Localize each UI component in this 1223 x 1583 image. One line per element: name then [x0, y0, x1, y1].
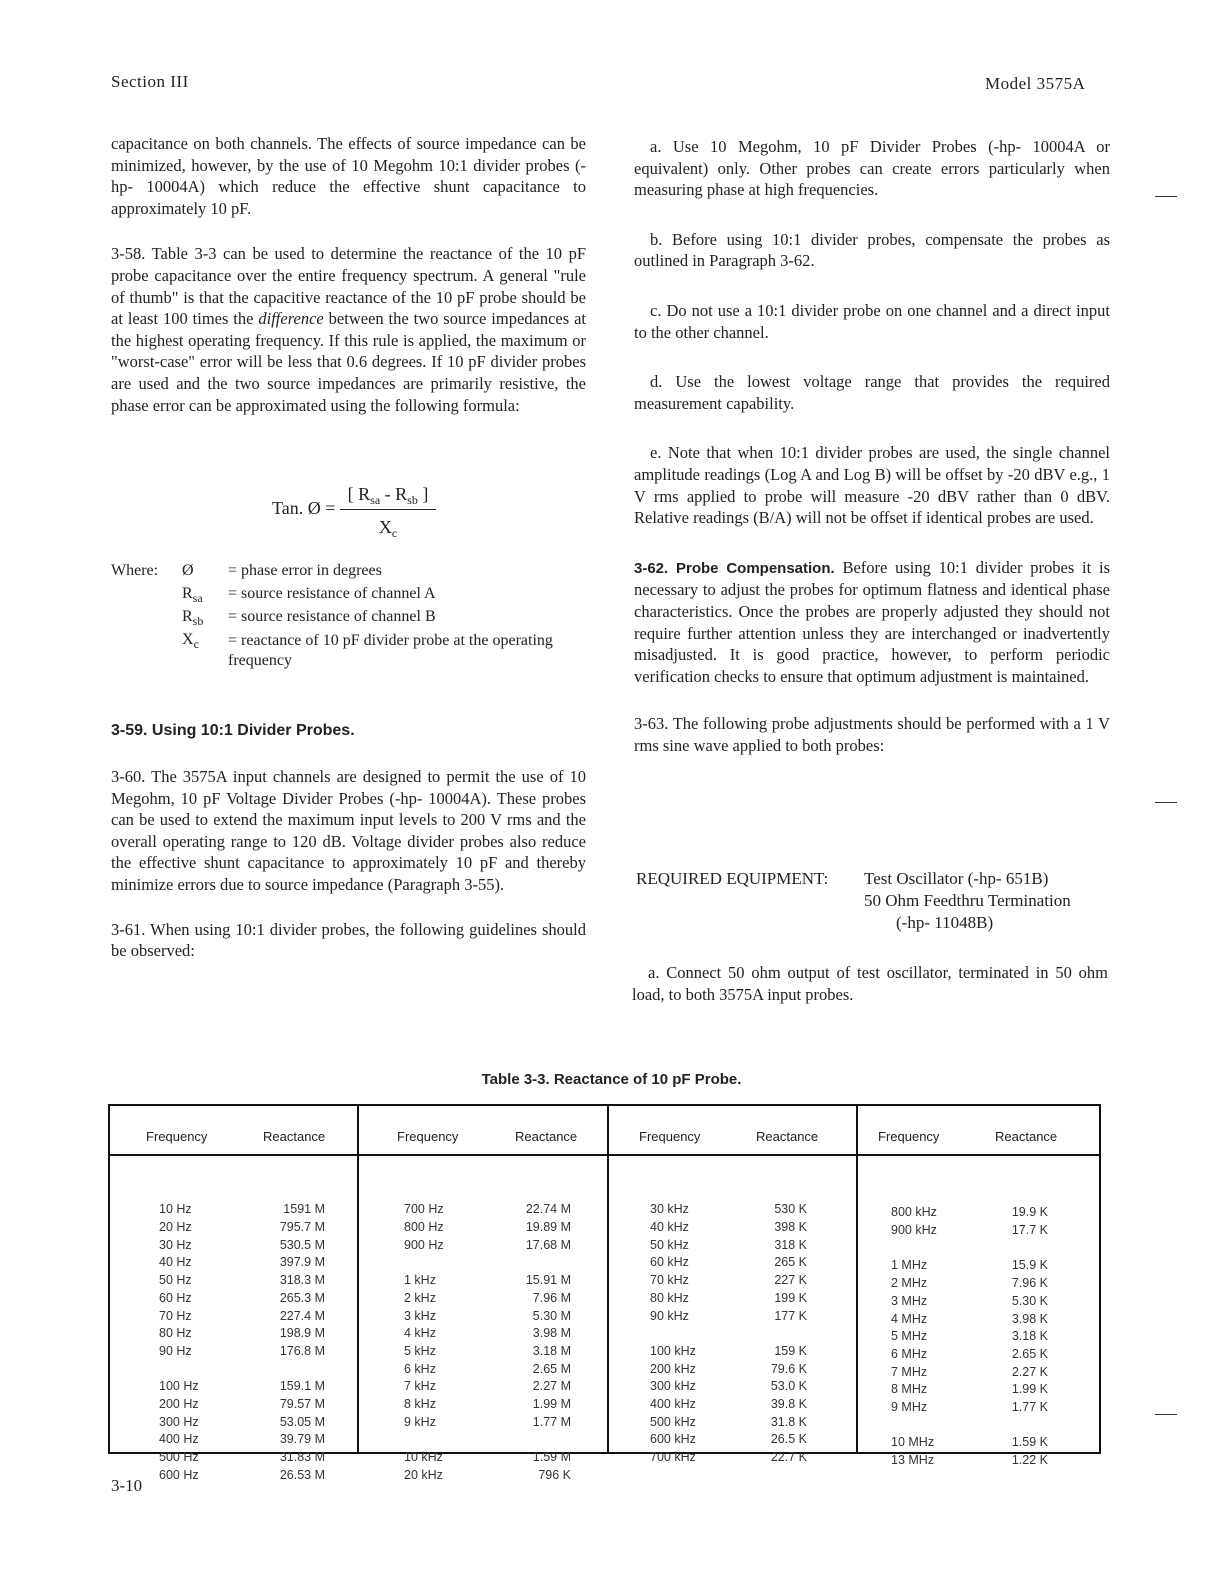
table-cell: 5.30 K — [1011, 1293, 1048, 1308]
table-cell: 3 MHz — [891, 1293, 928, 1308]
table-cell: 30 Hz — [159, 1237, 192, 1252]
table-cell: 79.6 K — [770, 1361, 807, 1376]
where-definition: = source resistance of channel B — [228, 608, 436, 625]
paragraph-3-62-body: Before using 10:1 divider probes it is necessary to adjust the probes for optimum flatness and identical phase characteristics. Once the probes are properly adjusted they should not require further attention unless they are interchanged or inadvertently misadjusted. It is good practice, however, to perform periodic verification checks to ensure that optimum adjustment is maintained. — [634, 557, 1111, 686]
margin-mark — [1155, 196, 1177, 197]
table-cell: 80 Hz — [159, 1326, 192, 1341]
table-cell: 17.68 M — [525, 1237, 571, 1252]
table-cell: 1 MHz — [891, 1258, 928, 1273]
table-cell — [404, 1254, 444, 1272]
table-cell — [891, 1417, 937, 1435]
frequency-column — [159, 1166, 199, 1520]
margin-mark — [1155, 802, 1177, 803]
table-cell: 397.9 M — [279, 1255, 325, 1270]
table-cell: 700 Hz — [404, 1202, 444, 1217]
table-cell: 1.77 K — [1011, 1399, 1048, 1414]
guideline-a: a. Use 10 Megohm, 10 pF Divider Probes (-hp- 10004A or equivalent) only. Other probes can create errors particularly when measuring phase at high frequencies. — [634, 137, 1110, 200]
required-equipment-item: (-hp- 11048B) — [896, 913, 994, 932]
table-cell: 199 K — [774, 1290, 807, 1305]
paragraph-3-58-part2: between the two source impedances at the highest operating frequency. If this rule is applied, the maximum or "worst-case" error will be less that 0.6 degrees. If 10 pF divider probes are used and the two source impedances are primarily resistive, the phase error can be approximated using the following formula: — [111, 309, 586, 415]
paragraph-3-58-emphasis: difference — [258, 309, 324, 329]
where-symbol: $R_{sa}$ — [182, 585, 203, 605]
table-cell: 3 kHz — [404, 1308, 436, 1323]
table-cell: 17.7 K — [1011, 1223, 1048, 1238]
table-cell — [159, 1361, 199, 1379]
guideline-e: e. Note that when 10:1 divider probes are used, the single channel amplitude readings (Log A and Log B) will be offset by -20 dBV e.g., 1 V rms applied to probe will measure -20 dBV rather than 0 dBV. Relative readings (B/A) will not be offset if identical probes are used. — [634, 443, 1110, 528]
table-cell: 400 Hz — [159, 1432, 199, 1447]
header-reactance: Reactance — [756, 1129, 819, 1144]
formula-denominator — [340, 517, 436, 541]
table-cell: 200 kHz — [650, 1361, 696, 1376]
table-cell: 7.96 K — [1011, 1276, 1048, 1291]
table-cell: 159 K — [774, 1343, 807, 1358]
table-cell: 1 kHz — [404, 1273, 436, 1288]
table-cell: 500 Hz — [159, 1450, 199, 1465]
table-cell: 3.18 M — [532, 1343, 571, 1358]
left-column-lower — [111, 766, 586, 986]
header-reactance: Reactance — [995, 1129, 1058, 1144]
table-cell: 4 kHz — [404, 1326, 436, 1341]
page-number: 3-10 — [111, 1476, 143, 1495]
table-cell: 3.98 K — [1011, 1311, 1048, 1326]
table-cell: 318 K — [774, 1237, 807, 1252]
table-header — [110, 1106, 357, 1156]
table-cell: 2.27 K — [1011, 1364, 1048, 1379]
formula-num-mid: - R — [380, 484, 408, 504]
table-cell — [404, 1431, 444, 1449]
table-cell: 900 kHz — [891, 1223, 937, 1238]
header-frequency: Frequency — [878, 1129, 940, 1144]
table-cell: 19.9 K — [1011, 1205, 1048, 1220]
table-cell: 40 Hz — [159, 1255, 192, 1270]
reactance-column — [255, 1166, 325, 1520]
table-cell: 530 K — [774, 1202, 807, 1217]
table-group — [110, 1106, 359, 1482]
table-header — [359, 1106, 607, 1156]
where-definition: = reactance of 10 pF divider probe at the operating frequency — [228, 632, 553, 669]
table-cell: 300 kHz — [650, 1379, 696, 1394]
table-cell: 8 kHz — [404, 1396, 436, 1411]
where-definition: = source resistance of channel A — [228, 585, 436, 602]
table-cell: 50 kHz — [650, 1237, 689, 1252]
table-cell: 15.9 K — [1011, 1258, 1048, 1273]
table-cell: 7 MHz — [891, 1364, 928, 1379]
table-cell — [1000, 1417, 1048, 1435]
paragraph-3-62-heading: 3-62. Probe Compensation. — [634, 559, 835, 577]
model-label: Model 3575A — [985, 74, 1086, 93]
table-cell: 176.8 M — [279, 1343, 325, 1358]
table-cell: 19.89 M — [525, 1220, 571, 1235]
table-cell: 1.99 M — [532, 1396, 571, 1411]
table-cell: 3.18 K — [1011, 1329, 1048, 1344]
required-equipment-item: Test Oscillator (-hp- 651B) — [864, 869, 1049, 888]
table-cell: 5 kHz — [404, 1343, 436, 1358]
guideline-b: b. Before using 10:1 divider probes, compensate the probes as outlined in Paragraph 3-62. — [634, 229, 1110, 271]
table-cell: 265 K — [774, 1255, 807, 1270]
table-cell: 53.0 K — [770, 1379, 807, 1394]
table-cell: 200 Hz — [159, 1396, 199, 1411]
table-cell: 4 MHz — [891, 1311, 928, 1326]
table-cell: 2 MHz — [891, 1276, 928, 1291]
table-cell: 1591 M — [283, 1202, 325, 1217]
table-group — [858, 1106, 1099, 1468]
table-cell: 90 kHz — [650, 1308, 689, 1323]
table-cell: 22.7 K — [770, 1450, 807, 1465]
formula-den-sub: c — [391, 526, 398, 540]
formula-num-open: [ R — [347, 484, 371, 504]
table-cell: 1.59 K — [1011, 1435, 1048, 1450]
table-cell: 70 Hz — [159, 1308, 192, 1323]
table-cell: 227.4 M — [279, 1308, 325, 1323]
intro-paragraph: capacitance on both channels. The effects of source impedance can be minimized, however, by the use of 10 Megohm 10:1 divider probes (-hp- 10004A) which reduce the effective shunt capacitance to approximately 10 pF. — [111, 134, 586, 218]
table-cell — [1000, 1240, 1048, 1258]
table-cell: 22.74 M — [525, 1202, 571, 1217]
table-cell: 6 MHz — [891, 1346, 928, 1361]
table-cell — [650, 1325, 696, 1343]
table-cell: 2.27 M — [532, 1379, 571, 1394]
table-cell: 40 kHz — [650, 1220, 689, 1235]
table-group — [609, 1106, 858, 1465]
table-cell: 6 kHz — [404, 1361, 436, 1376]
paragraph-3-58-part1: 3-58. Table 3-3 can be used to determine the reactance of the 10 pF probe capacitance over the entire frequency spectrum. A general "rule of thumb" is that the capacitive reactance of the 10 pF probe should be at least 100 times the — [111, 244, 586, 329]
header-frequency: Frequency — [397, 1129, 459, 1144]
table-cell: 500 kHz — [650, 1414, 696, 1429]
reactance-column — [759, 1166, 807, 1502]
formula-lhs: Tan. Ø = — [272, 498, 336, 518]
table-cell: 400 kHz — [650, 1396, 696, 1411]
table-cell: 227 K — [774, 1273, 807, 1288]
formula-numerator — [340, 484, 436, 510]
guideline-c: c. Do not use a 10:1 divider probe on one channel and a direct input to the other channel. — [634, 300, 1110, 342]
table-cell: 8 MHz — [891, 1382, 928, 1397]
table-cell: 70 kHz — [650, 1273, 689, 1288]
guideline-d: d. Use the lowest voltage range that provides the required measurement capability. — [634, 372, 1110, 413]
table-cell: 1.59 M — [532, 1450, 571, 1465]
where-symbol: Ø — [182, 562, 194, 579]
table-cell: 265.3 M — [279, 1290, 325, 1305]
table-title: Table 3-3. Reactance of 10 pF Probe. — [481, 1071, 742, 1088]
table-cell: 10 kHz — [404, 1450, 443, 1465]
table-cell: 39.79 M — [279, 1432, 325, 1447]
table-cell: 159.1 M — [279, 1379, 325, 1394]
where-symbol: $X_c$ — [182, 631, 199, 651]
table-cell: 300 Hz — [159, 1414, 199, 1429]
table-cell: 26.53 M — [279, 1467, 325, 1482]
table-cell: 900 Hz — [404, 1237, 444, 1252]
table-cell: 13 MHz — [891, 1453, 935, 1468]
formula-sub-sb: sb — [407, 493, 418, 507]
reactance-column — [509, 1166, 571, 1520]
right-column — [634, 136, 1110, 780]
table-cell — [891, 1240, 937, 1258]
table-cell — [255, 1361, 325, 1379]
header-frequency: Frequency — [639, 1129, 701, 1144]
table-cell: 10 Hz — [159, 1202, 192, 1217]
table-cell — [759, 1325, 807, 1343]
header-reactance: Reactance — [263, 1129, 326, 1144]
frequency-column — [650, 1166, 696, 1502]
left-column — [111, 133, 586, 416]
table-cell: 198.9 M — [279, 1326, 325, 1341]
table-cell: 53.05 M — [279, 1414, 325, 1429]
table-cell: 31.83 M — [279, 1450, 325, 1465]
step-a-block — [632, 962, 1108, 1029]
table-cell — [509, 1254, 571, 1272]
table-cell: 26.5 K — [770, 1432, 807, 1447]
table-cell: 1.99 K — [1011, 1382, 1048, 1397]
table-cell: 530.5 M — [279, 1237, 325, 1252]
where-definition: = phase error in degrees — [228, 562, 382, 579]
table-cell: 2 kHz — [404, 1290, 436, 1305]
table-cell: 2.65 M — [532, 1361, 571, 1376]
table-header — [858, 1106, 1099, 1156]
table-cell: 2.65 K — [1011, 1346, 1048, 1361]
table-cell: 60 Hz — [159, 1290, 192, 1305]
reactance-column — [1000, 1169, 1048, 1505]
table-cell: 800 Hz — [404, 1220, 444, 1235]
step-a: a. Connect 50 ohm output of test oscillator, terminated in 50 ohm load, to both 3575A input probes. — [632, 963, 1108, 1004]
table-cell: 10 MHz — [891, 1435, 935, 1450]
table-cell: 796 K — [538, 1467, 571, 1482]
table-cell: 9 kHz — [404, 1414, 436, 1429]
table-cell: 39.8 K — [770, 1396, 807, 1411]
paragraph-3-60: 3-60. The 3575A input channels are designed to permit the use of 10 Megohm, 10 pF Voltage Divider Probes (-hp- 10004A). These probes can be used to extend the maximum input levels to 200 V rms and the overall operating range to 120 dB. Voltage divider probes also reduce the effective shunt capacitance to approximately 10 pF and thereby minimize errors due to source impedance (Paragraph 3-55). — [111, 767, 586, 894]
table-cell: 318.3 M — [279, 1273, 325, 1288]
table-cell: 9 MHz — [891, 1399, 928, 1414]
table-cell: 7 kHz — [404, 1379, 436, 1394]
table-cell: 30 kHz — [650, 1202, 689, 1217]
table-cell: 5 MHz — [891, 1329, 928, 1344]
table-cell: 79.57 M — [279, 1396, 325, 1411]
table-cell: 795.7 M — [279, 1220, 325, 1235]
where-symbol: $R_{sb}$ — [182, 608, 204, 628]
header-reactance: Reactance — [515, 1129, 578, 1144]
table-cell: 31.8 K — [770, 1414, 807, 1429]
table-cell: 50 Hz — [159, 1273, 192, 1288]
table-cell: 20 kHz — [404, 1467, 443, 1482]
formula-num-close: ] — [417, 484, 429, 504]
table-cell — [509, 1431, 571, 1449]
table-cell: 7.96 M — [532, 1290, 571, 1305]
table-cell: 20 Hz — [159, 1220, 192, 1235]
table-group — [359, 1106, 609, 1482]
table-cell: 80 kHz — [650, 1290, 689, 1305]
formula-den: X — [378, 517, 392, 537]
table-cell: 600 Hz — [159, 1467, 199, 1482]
table-cell: 15.91 M — [525, 1273, 571, 1288]
section-heading-3-59: 3-59. Using 10:1 Divider Probes. — [111, 722, 355, 739]
table-cell: 800 kHz — [891, 1205, 937, 1220]
required-equipment-label: REQUIRED EQUIPMENT: — [636, 869, 829, 888]
table-cell: 100 Hz — [159, 1379, 199, 1394]
table-header — [609, 1106, 856, 1156]
margin-mark — [1155, 1414, 1177, 1415]
table-cell: 1.77 M — [532, 1414, 571, 1429]
table-cell: 600 kHz — [650, 1432, 696, 1447]
section-label: Section III — [111, 72, 189, 91]
frequency-column — [891, 1169, 937, 1505]
table-cell: 700 kHz — [650, 1450, 696, 1465]
table-cell: 3.98 M — [532, 1326, 571, 1341]
table-cell: 90 Hz — [159, 1343, 192, 1358]
paragraph-3-63: 3-63. The following probe adjustments should be performed with a 1 V rms sine wave applied to both probes: — [634, 714, 1110, 755]
table-cell: 5.30 M — [532, 1308, 571, 1323]
paragraph-3-61: 3-61. When using 10:1 divider probes, the following guidelines should be observed: — [111, 919, 586, 961]
table-cell: 398 K — [774, 1220, 807, 1235]
paragraph-3-62 — [634, 557, 1110, 688]
formula-sub-sa: sa — [370, 493, 381, 507]
table-cell: 60 kHz — [650, 1255, 689, 1270]
paragraph-3-58 — [111, 243, 586, 416]
table-cell: 177 K — [774, 1308, 807, 1323]
frequency-column — [404, 1166, 444, 1520]
table-cell: 100 kHz — [650, 1343, 696, 1358]
where-label: Where: — [111, 562, 159, 579]
table-cell: 1.22 K — [1011, 1453, 1048, 1468]
required-equipment-item: 50 Ohm Feedthru Termination — [864, 891, 1071, 910]
header-frequency: Frequency — [146, 1129, 208, 1144]
reactance-table — [108, 1104, 1101, 1482]
